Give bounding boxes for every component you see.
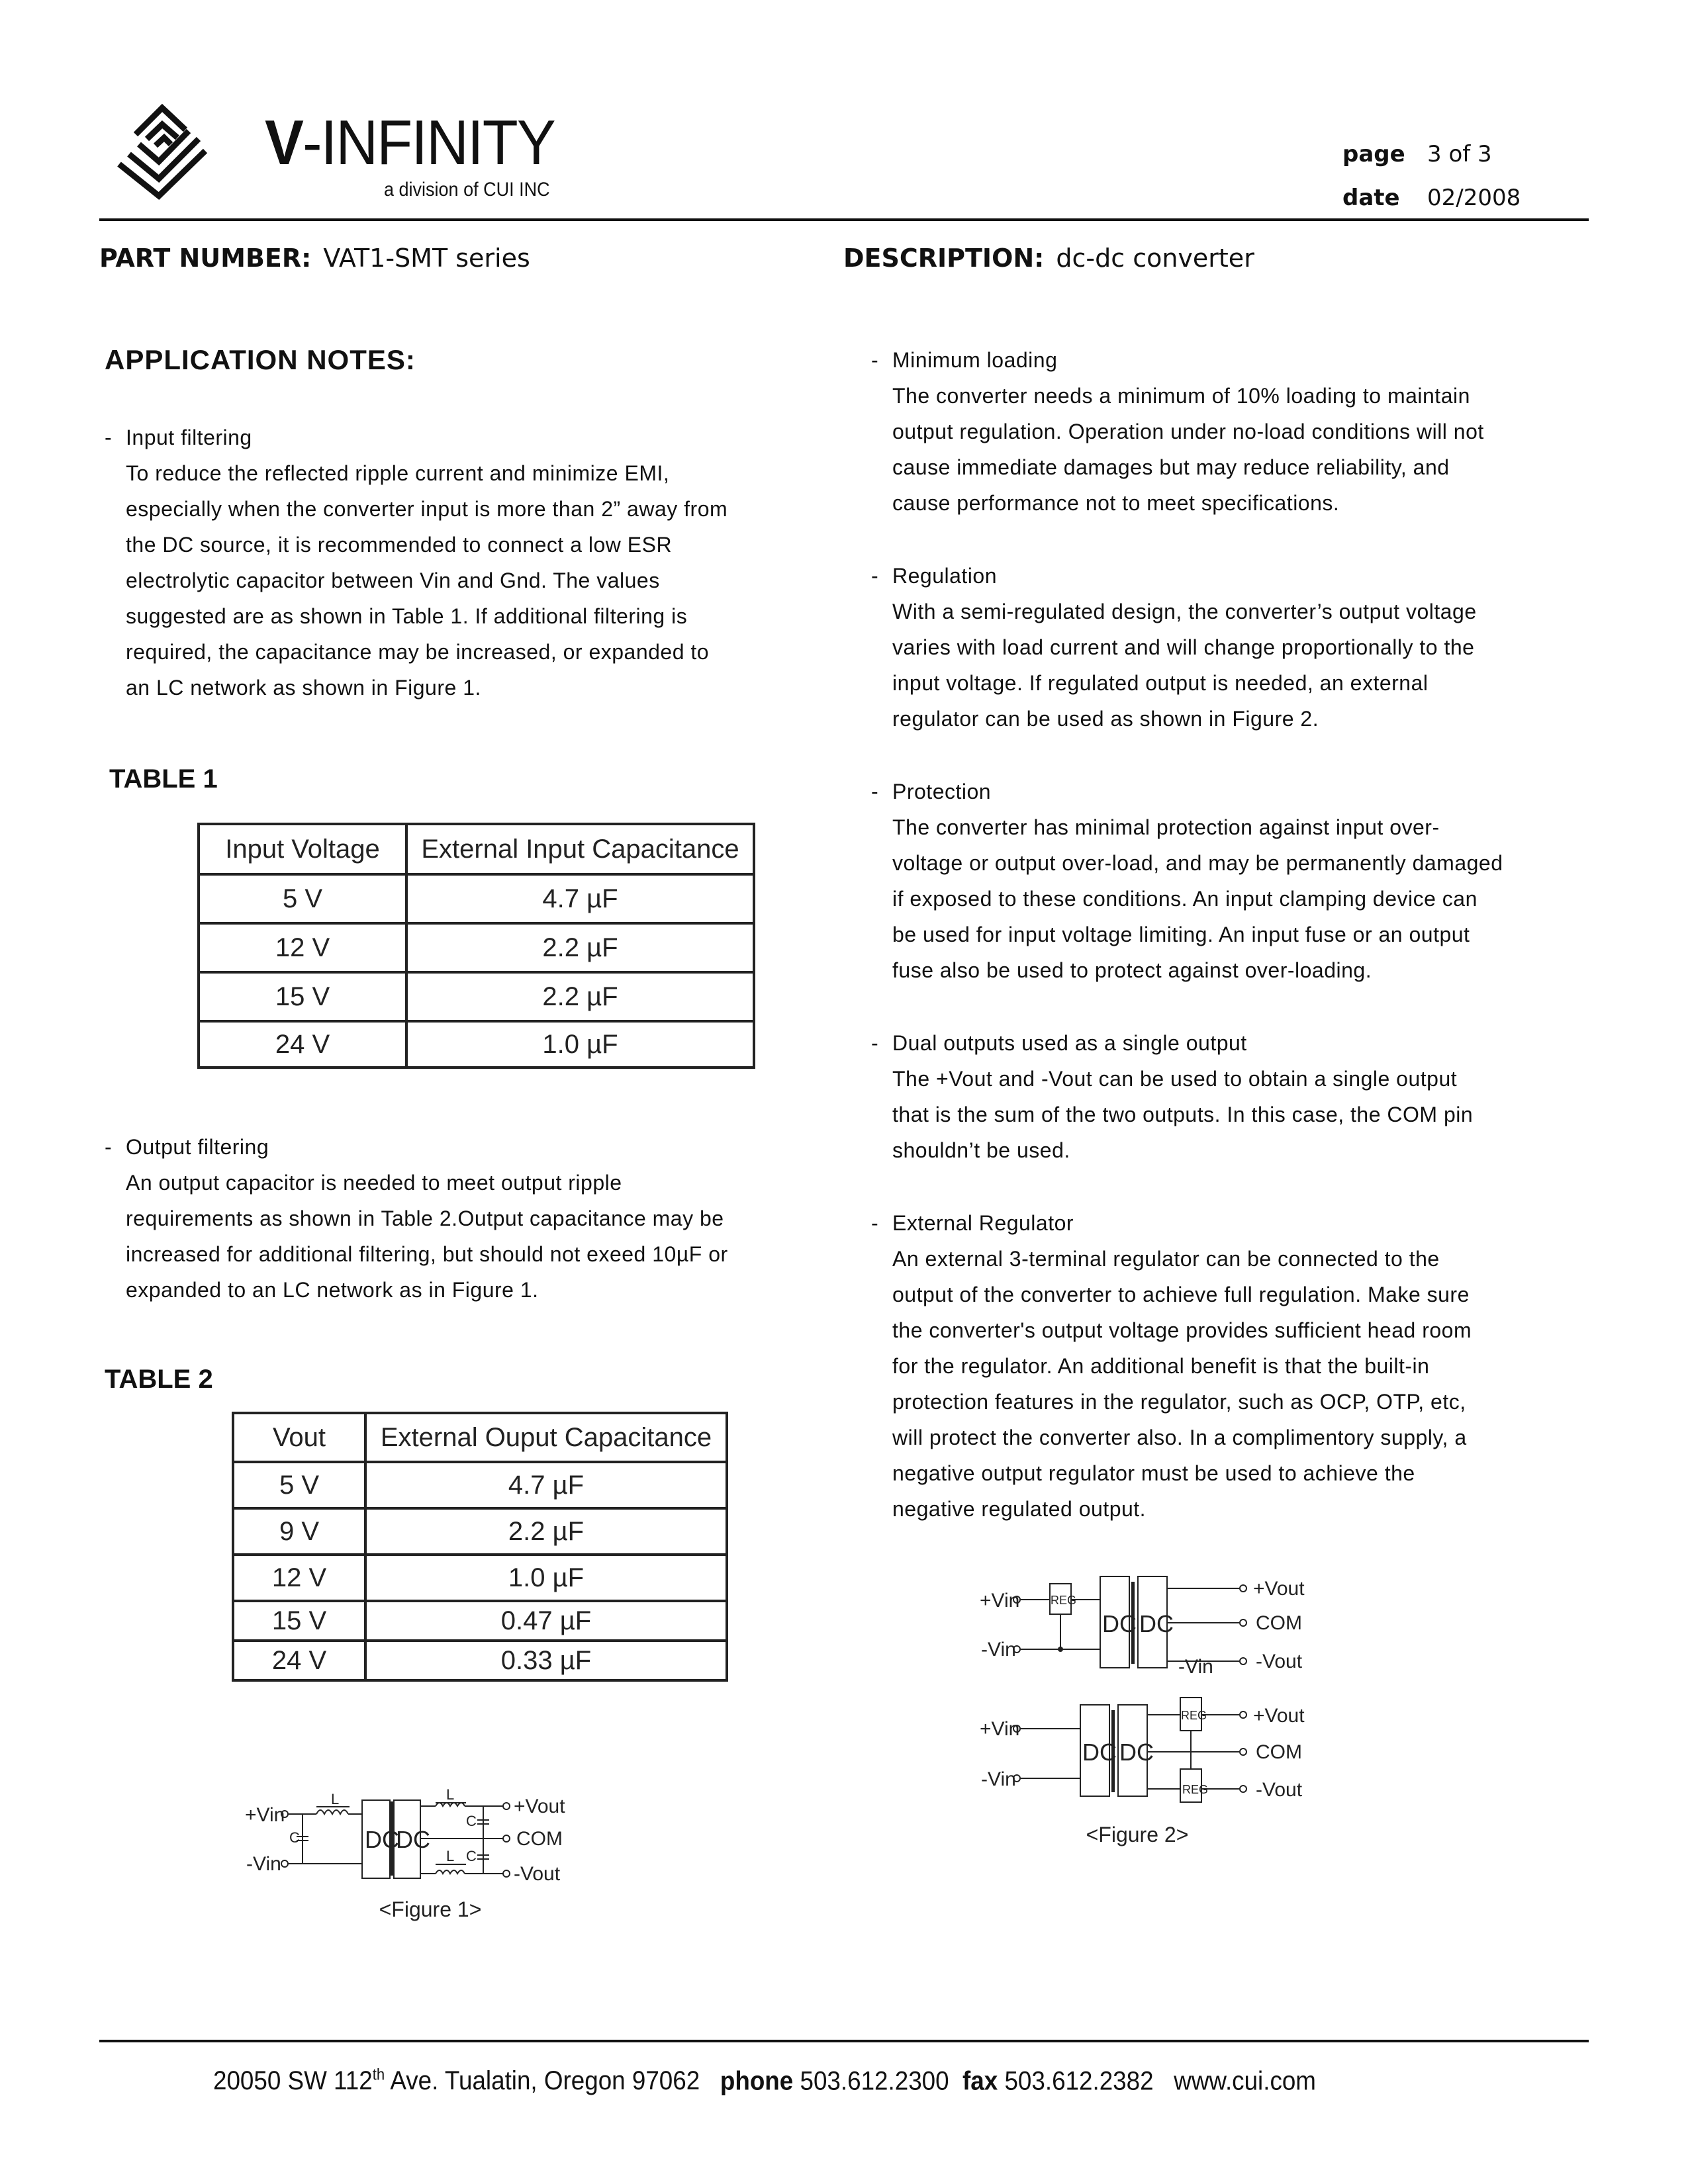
- table-row: [233, 1462, 727, 1508]
- note-line: negative output regulator must be used to achieve the: [892, 1461, 1415, 1485]
- note-line: electrolytic capacitor between Vin and Gnd. The values: [126, 569, 660, 592]
- table-header-cell: Vout: [233, 1413, 365, 1462]
- note-output-filtering: [126, 1129, 728, 1308]
- table-row: [233, 1508, 727, 1555]
- label-reg: REG: [1181, 1709, 1207, 1722]
- label-vin-pos: +Vin: [980, 1590, 1020, 1612]
- note-regulation: [892, 558, 1477, 737]
- label-vin-pos: +Vin: [245, 1804, 285, 1826]
- brand-subtitle: a division of CUI INC: [384, 179, 550, 201]
- table-cell: 2.2 µF: [365, 1508, 727, 1555]
- description-value: dc-dc converter: [1056, 244, 1254, 273]
- description-label: DESCRIPTION:: [843, 244, 1045, 273]
- table-row: [199, 972, 754, 1021]
- note-external-regulator: [892, 1205, 1472, 1527]
- figure1-lc-filter-diagram: [225, 1760, 755, 1933]
- table-cell: 0.33 µF: [365, 1641, 727, 1680]
- note-dual-outputs: [892, 1025, 1473, 1168]
- phone-label: phone: [720, 2066, 794, 2096]
- note-title: - External Regulator: [892, 1205, 1472, 1241]
- table-row: [199, 923, 754, 972]
- note-protection: [892, 774, 1503, 988]
- brand-rest: -INFINITY: [303, 107, 555, 178]
- label-vin-neg: -Vin: [981, 1768, 1016, 1790]
- table-cell: 4.7 µF: [365, 1462, 727, 1508]
- note-line: An output capacitor is needed to meet output ripple: [126, 1171, 622, 1195]
- table-cell: 0.47 µF: [365, 1601, 727, 1641]
- note-line: be used for input voltage limiting. An input fuse or an output: [892, 923, 1470, 946]
- label-com: COM: [516, 1828, 563, 1850]
- note-line: With a semi-regulated design, the converter’s output voltage: [892, 600, 1477, 623]
- note-line: suggested are as shown in Table 1. If additional filtering is: [126, 604, 688, 628]
- note-title: - Output filtering: [126, 1129, 728, 1165]
- table-header-row: [233, 1413, 727, 1462]
- table-header-cell: External Ouput Capacitance: [365, 1413, 727, 1462]
- address-street: 20050 SW 112: [213, 2066, 373, 2096]
- label-dc-in: DC: [1082, 1739, 1117, 1766]
- label-dc-in: DC: [365, 1826, 399, 1853]
- note-input-filtering: [126, 420, 727, 705]
- footer-contact: [213, 2066, 1316, 2096]
- note-title: - Regulation: [892, 558, 1477, 594]
- label-vout-pos: +Vout: [514, 1796, 565, 1817]
- note-line: expanded to an LC network as in Figure 1.: [126, 1278, 539, 1302]
- note-line: input voltage. If regulated output is needed, an external: [892, 671, 1429, 695]
- note-line: cause performance not to meet specifications.: [892, 491, 1340, 515]
- note-title: - Minimum loading: [892, 342, 1484, 378]
- note-line: cause immediate damages but may reduce reliability, and: [892, 455, 1450, 479]
- note-line: varies with load current and will change proportionally to the: [892, 635, 1475, 659]
- brand-name: [265, 107, 555, 178]
- label-vin-neg: -Vin: [246, 1853, 281, 1875]
- table-cell: 15 V: [233, 1601, 365, 1641]
- figure2-caption: <Figure 2>: [1086, 1823, 1189, 1846]
- label-vin-pos: +Vin: [980, 1718, 1020, 1740]
- v-infinity-logo-icon: [106, 98, 218, 204]
- table-cell: 5 V: [199, 874, 406, 923]
- label-capacitor: C: [466, 1848, 477, 1864]
- table1-title: TABLE 1: [109, 764, 218, 794]
- note-line: will protect the converter also. In a complimentory supply, a: [892, 1426, 1467, 1449]
- note-line: the DC source, it is recommended to connect a low ESR: [126, 533, 673, 557]
- label-dc-out: DC: [1119, 1739, 1154, 1766]
- table-row: [233, 1601, 727, 1641]
- label-dc-in: DC: [1102, 1610, 1137, 1637]
- terminal-icon: [281, 1860, 288, 1867]
- label-reg: REG: [1051, 1594, 1077, 1607]
- note-title: - Protection: [892, 774, 1503, 809]
- note-line: output of the converter to achieve full regulation. Make sure: [892, 1283, 1470, 1306]
- label-capacitor: C: [466, 1813, 477, 1829]
- note-line: requirements as shown in Table 2.Output capacitance may be: [126, 1206, 724, 1230]
- label-vout-neg: -Vout: [1256, 1779, 1303, 1801]
- footer-address: [213, 2066, 700, 2095]
- label-inductor: L: [331, 1791, 340, 1807]
- label-vout-neg: -Vout: [514, 1863, 561, 1885]
- description: [843, 244, 1254, 273]
- note-line: if exposed to these conditions. An input clamping device can: [892, 887, 1477, 911]
- website-link[interactable]: www.cui.com: [1174, 2066, 1316, 2096]
- label-reg: REG: [1182, 1783, 1209, 1796]
- note-line: required, the capacitance may be increased, or expanded to: [126, 640, 710, 664]
- table2: [232, 1412, 728, 1682]
- date-value: 02/2008: [1427, 185, 1521, 211]
- note-line: negative regulated output.: [892, 1497, 1147, 1521]
- table-header-row: [199, 824, 754, 874]
- table-cell: 15 V: [199, 972, 406, 1021]
- note-line: increased for additional filtering, but should not exeed 10µF or: [126, 1242, 728, 1266]
- table-row: [233, 1641, 727, 1680]
- brand-v: V: [265, 107, 303, 178]
- part-number: [99, 244, 530, 273]
- table-row: [199, 1021, 754, 1068]
- note-minimum-loading: [892, 342, 1484, 521]
- table-cell: 12 V: [199, 923, 406, 972]
- note-line: The converter needs a minimum of 10% loading to maintain: [892, 384, 1470, 408]
- note-line: The +Vout and -Vout can be used to obtain a single output: [892, 1067, 1458, 1091]
- note-line: protection features in the regulator, such as OCP, OTP, etc,: [892, 1390, 1466, 1414]
- table-cell: 1.0 µF: [365, 1555, 727, 1601]
- note-line: To reduce the reflected ripple current and minimize EMI,: [126, 461, 670, 485]
- page-number-row: [1342, 132, 1521, 176]
- phone-number: 503.612.2300: [800, 2066, 949, 2096]
- date-row: [1342, 176, 1521, 220]
- label-vin-neg: -Vin: [981, 1639, 1016, 1661]
- label-dc-out: DC: [1139, 1610, 1174, 1637]
- table-cell: 5 V: [233, 1462, 365, 1508]
- label-com: COM: [1256, 1741, 1302, 1763]
- header-divider: [99, 218, 1589, 221]
- table1: [197, 823, 755, 1069]
- table-row: [199, 874, 754, 923]
- fax-number: 503.612.2382: [1004, 2066, 1154, 2096]
- note-line: regulator can be used as shown in Figure 2.: [892, 707, 1319, 731]
- table-row: [233, 1555, 727, 1601]
- note-line: output regulation. Operation under no-load conditions will not: [892, 420, 1484, 443]
- note-line: voltage or output over-load, and may be permanently damaged: [892, 851, 1503, 875]
- label-vout-pos: +Vout: [1253, 1705, 1305, 1727]
- note-title: - Dual outputs used as a single output: [892, 1025, 1473, 1061]
- page-label: page: [1342, 141, 1405, 167]
- note-line: An external 3-terminal regulator can be connected to the: [892, 1247, 1440, 1271]
- table-header-cell: Input Voltage: [199, 824, 406, 874]
- label-inductor: L: [446, 1848, 455, 1864]
- address-suffix: th: [372, 2066, 385, 2084]
- label-dc-out: DC: [396, 1826, 430, 1853]
- note-line: especially when the converter input is more than 2” away from: [126, 497, 728, 521]
- address-city: Ave. Tualatin, Oregon 97062: [385, 2066, 700, 2096]
- note-line: an LC network as shown in Figure 1.: [126, 676, 481, 700]
- note-line: that is the sum of the two outputs. In this case, the COM pin: [892, 1103, 1474, 1126]
- note-line: fuse also be used to protect against over-loading.: [892, 958, 1372, 982]
- page-value: 3 of 3: [1427, 141, 1492, 167]
- fax-label: fax: [962, 2066, 998, 2096]
- label-capacitor: C: [289, 1829, 300, 1846]
- application-notes-heading: APPLICATION NOTES:: [105, 344, 416, 375]
- table2-title: TABLE 2: [105, 1365, 213, 1394]
- company-logo: [106, 98, 609, 204]
- figure1-caption: <Figure 1>: [379, 1897, 482, 1921]
- note-line: for the regulator. An additional benefit is that the built-in: [892, 1354, 1430, 1378]
- table-cell: 9 V: [233, 1508, 365, 1555]
- table-cell: 12 V: [233, 1555, 365, 1601]
- table-cell: 24 V: [199, 1021, 406, 1068]
- part-number-label: PART NUMBER:: [99, 244, 312, 273]
- label-com: COM: [1256, 1612, 1302, 1634]
- label-vout-neg: -Vout: [1256, 1651, 1303, 1672]
- table-cell: 1.0 µF: [406, 1021, 754, 1068]
- note-line: shouldn’t be used.: [892, 1138, 1070, 1162]
- date-label: date: [1342, 185, 1400, 211]
- table-cell: 2.2 µF: [406, 923, 754, 972]
- table-cell: 24 V: [233, 1641, 365, 1680]
- label-extra-vin: -Vin: [1178, 1656, 1213, 1678]
- figure2-regulator-diagram: [960, 1549, 1489, 1866]
- footer-divider: [99, 2040, 1589, 2042]
- table-cell: 4.7 µF: [406, 874, 754, 923]
- page-meta: [1342, 132, 1521, 220]
- label-vout-pos: +Vout: [1253, 1578, 1305, 1600]
- note-line: the converter's output voltage provides sufficient head room: [892, 1318, 1472, 1342]
- note-title: - Input filtering: [126, 420, 727, 455]
- part-number-value: VAT1-SMT series: [323, 244, 530, 273]
- table-header-cell: External Input Capacitance: [406, 824, 754, 874]
- table-cell: 2.2 µF: [406, 972, 754, 1021]
- label-inductor: L: [446, 1786, 455, 1803]
- note-line: The converter has minimal protection against input over-: [892, 815, 1440, 839]
